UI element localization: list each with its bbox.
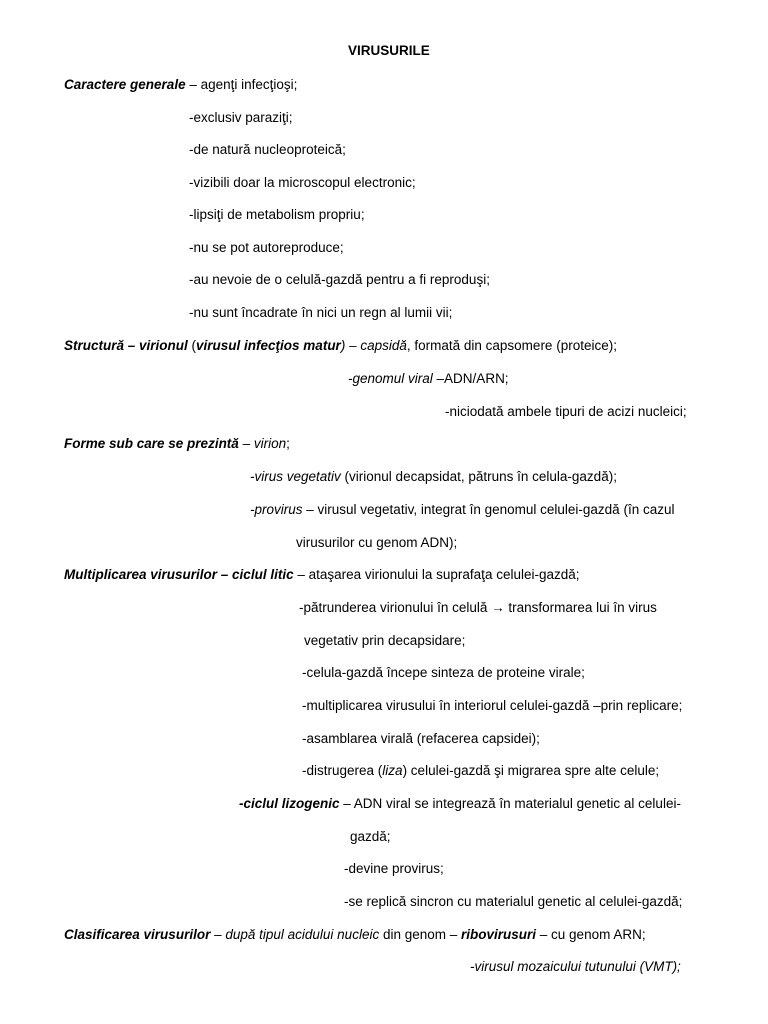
lizogenic-text: – ADN viral se integrează în materialul genetic al celulei- [339,796,681,811]
structura-label: Structură – virionul [64,338,188,353]
provirus-label: -provirus [250,502,303,517]
clasificare-ribovirusuri: ribovirusuri [461,927,537,942]
vegetativ-text: (virionul decapsidat, pătruns în celula-gazdă); [340,469,617,484]
distrugere-liza: liza [382,763,403,778]
litic-item: vegetativ prin decapsidare; [304,633,466,648]
clasificare-heading [64,926,646,944]
caractere-item: -vizibili doar la microscopul electronic; [189,175,416,190]
lizogenic-label: -ciclul lizogenic [239,796,340,811]
forme-text: ; [286,436,290,451]
vegetativ-label: -virus vegetativ [250,469,341,484]
structura-text: , formată din capsomere (proteice); [406,338,617,353]
forme-label: Forme sub care se prezintă [64,436,239,451]
clasificare-label: Clasificarea virusurilor [64,927,211,942]
multiplicare-text: – ataşarea virionului la suprafaţa celulei-gazdă; [293,567,580,582]
lizogenic-heading [239,795,681,813]
lizogenic-cont: gazdă; [350,829,391,844]
multiplicare-heading [64,566,580,584]
caractere-item: -lipsiţi de metabolism propriu; [189,207,365,222]
caractere-item: -nu sunt încadrate în nici un regn al lumii vii; [189,305,453,320]
genom-text: –ADN/ARN; [432,371,509,386]
caractere-first: – agenţi infecţioşi; [185,77,298,92]
clasificare-text: din genom – [379,927,462,942]
litic-item: -celula-gazdă începe sinteza de proteine virale; [302,665,585,680]
clasificare-vmt: -virusul mozaicului tutunului (VMT); [470,959,681,974]
clasificare-text: – cu genom ARN; [536,927,646,942]
forme-provirus-cont: virusurilor cu genom ADN); [296,535,458,550]
litic-item: -multiplicarea virusului în interiorul celulei-gazdă –prin replicare; [302,698,683,713]
multiplicare-label: Multiplicarea virusurilor – ciclul litic [64,567,294,582]
caractere-item: -exclusiv paraziţi; [189,110,293,125]
distrugere-text: -distrugerea ( [302,763,383,778]
structura-virus-matur: virusul infecţios matur [196,338,341,353]
lizogenic-item: -devine provirus; [344,861,444,876]
forme-virion: virion [253,436,287,451]
caractere-heading [64,76,297,94]
provirus-text: – virusul vegetativ, integrat în genomul celulei-gazdă (în cazul [302,502,675,517]
caractere-item: -de natură nucleoproteică; [189,142,346,157]
litic-distrugere [302,762,659,780]
structura-genom [348,370,509,388]
litic-item: -pătrunderea virionului în celulă → transformarea lui în virus [299,600,657,615]
clasificare-criteriu: după tipul acidului nucleic [225,927,380,942]
litic-item: -asamblarea virală (refacerea capsidei); [302,731,540,746]
structura-capsida: ) – capsidă [340,338,407,353]
caractere-label: Caractere generale [64,77,186,92]
structura-niciodata: -niciodată ambele tipuri de acizi nucleici; [445,404,687,419]
clasificare-text: – [210,927,226,942]
genom-label: -genomul viral [348,371,433,386]
forme-text: – [238,436,254,451]
distrugere-text: ) celulei-gazdă şi migrarea spre alte celule; [402,763,660,778]
forme-provirus [250,501,674,519]
forme-vegetativ [250,468,617,486]
forme-heading [64,435,290,453]
structura-text: ( [187,338,197,353]
document-title: VIRUSURILE [348,43,430,58]
caractere-item: -au nevoie de o celulă-gazdă pentru a fi reproduşi; [189,272,490,287]
structura-heading [64,337,617,355]
lizogenic-item: -se replică sincron cu materialul genetic al celulei-gazdă; [344,894,683,909]
caractere-item: -nu se pot autoreproduce; [189,240,344,255]
